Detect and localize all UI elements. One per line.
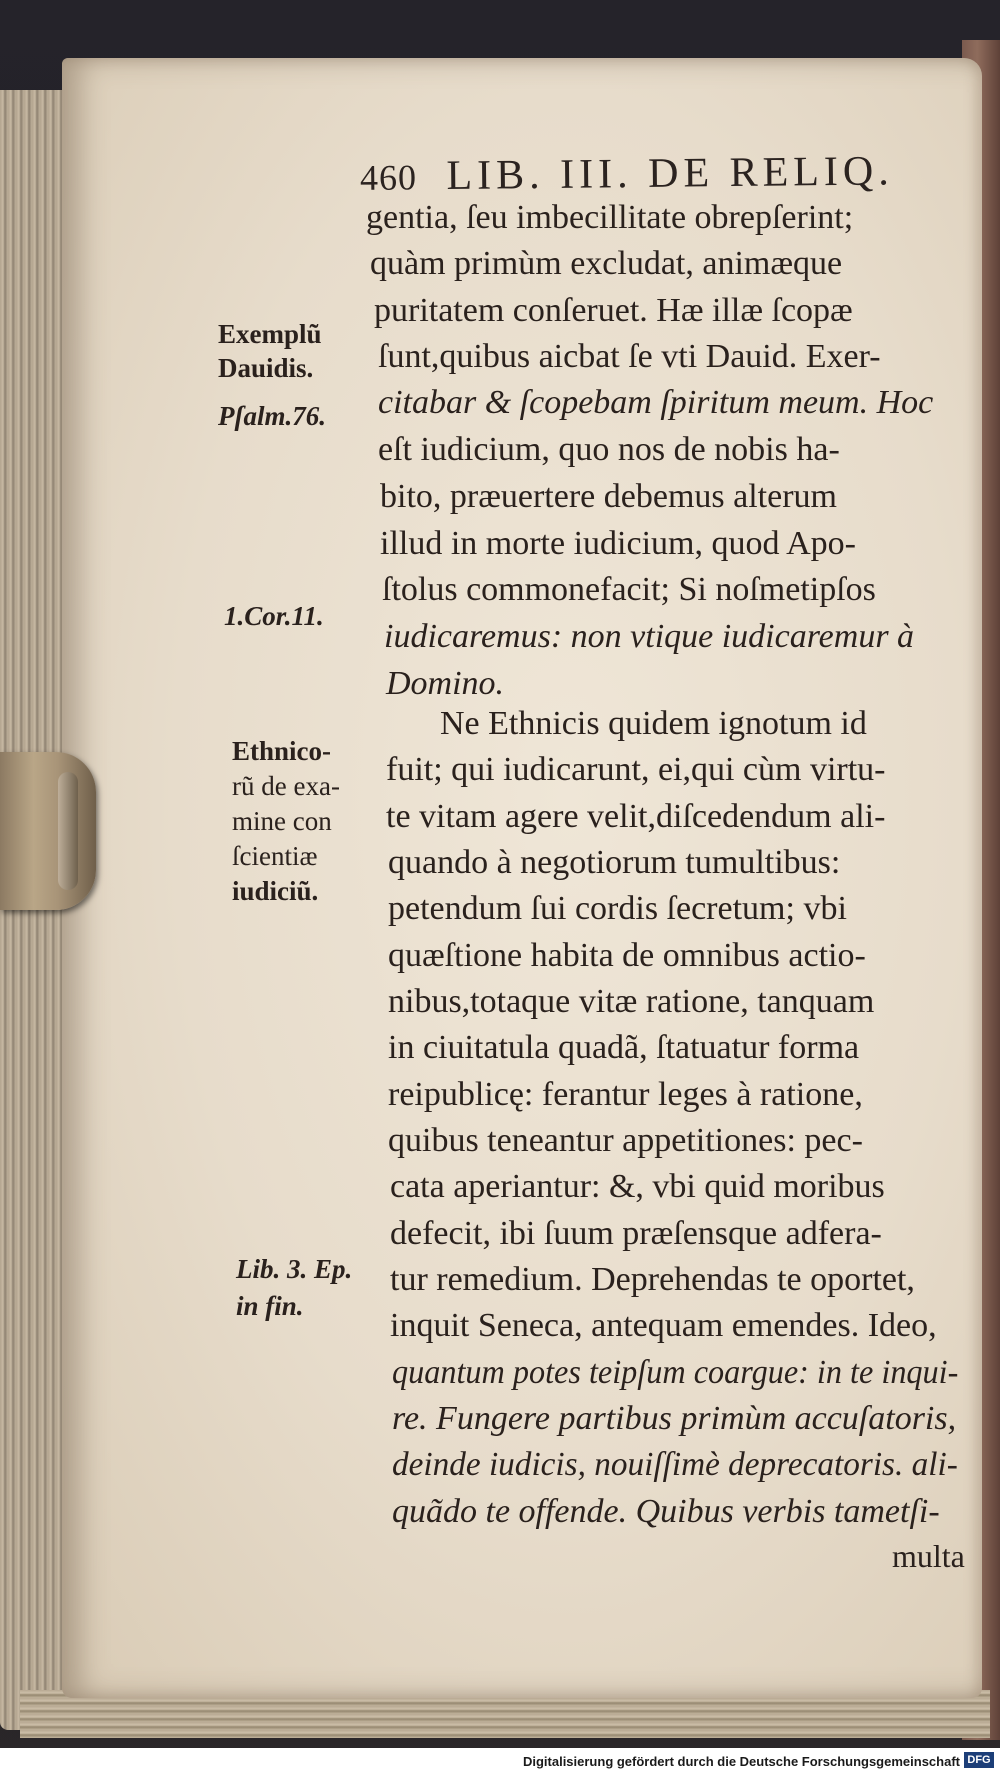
- text-line: petendum ſui cordis ſecretum; vbi: [388, 890, 847, 927]
- margin-note: rũ de exa-: [232, 771, 340, 801]
- text-line: quando à negotiorum tumultibus:: [388, 844, 841, 881]
- text-line: re. Fungere partibus primùm accuſatoris,: [392, 1400, 957, 1437]
- text-line: ſtolus commonefacit; Si noſmetipſos: [382, 571, 876, 608]
- running-head: [360, 147, 920, 201]
- catchword: multa: [892, 1538, 965, 1574]
- text-line: quibus teneantur appetitiones: pec-: [388, 1122, 863, 1159]
- text-line: quæſtione habita de omnibus actio-: [388, 937, 866, 974]
- text-line: quàm primùm excludat, animæque: [370, 245, 843, 282]
- margin-note: Dauidis.: [218, 353, 314, 383]
- text-line: in ciuitatula quadã, ſtatuatur forma: [388, 1029, 860, 1066]
- running-head-title: LIB. III. DE RELIQ.: [446, 148, 894, 200]
- page-clip: [0, 752, 96, 910]
- page-number: 460: [359, 157, 418, 198]
- text-line: Ne Ethnicis quidem ignotum id: [440, 705, 867, 742]
- text-line: quantum potes teipſum coargue: in te inqui-: [392, 1354, 959, 1391]
- text-line: quãdo te offende. Quibus verbis tametſi-: [392, 1493, 940, 1530]
- text-line: illud in morte iudicium, quod Apo-: [380, 525, 856, 562]
- margin-note: Exemplũ: [218, 319, 322, 349]
- text-line: reipublicę: ferantur leges à ratione,: [388, 1076, 863, 1113]
- dfg-logo: DFG: [964, 1752, 994, 1768]
- text-line: nibus,totaque vitæ ratione, tanquam: [388, 983, 875, 1020]
- text-line: iudicaremus: non vtique iudicaremur à: [384, 618, 915, 655]
- text-line: te vitam agere velit,diſcedendum ali-: [386, 798, 886, 835]
- margin-note: ſcientiæ: [232, 841, 318, 871]
- margin-note: 1.Cor.11.: [224, 601, 324, 631]
- text-line: tur remedium. Deprehendas te oportet,: [390, 1261, 915, 1298]
- margin-note: iudiciũ.: [232, 876, 319, 906]
- text-line: defecit, ibi ſuum præſensque adfera-: [390, 1215, 882, 1252]
- text-line: deinde iudicis, nouiſſimè deprecatoris. ali-: [392, 1446, 958, 1483]
- text-line: inquit Seneca, antequam emendes. Ideo,: [390, 1307, 937, 1344]
- margin-note: Pſalm.76.: [218, 401, 326, 431]
- text-line: citabar & ſcopebam ſpiritum meum. Hoc: [378, 384, 934, 421]
- text-line: eſt iudicium, quo nos de nobis ha-: [378, 431, 840, 468]
- text-line: cata aperiantur: &, vbi quid moribus: [390, 1168, 885, 1205]
- text-line: gentia, ſeu imbecillitate obrepſerint;: [366, 199, 854, 236]
- text-line: Domino.: [386, 665, 505, 702]
- digitization-credit: Digitalisierung gefördert durch die Deutsche Forschungsgemeinschaft: [522, 1754, 960, 1769]
- margin-note: in fin.: [236, 1291, 304, 1321]
- text-line: bito, præuertere debemus alterum: [380, 478, 837, 515]
- text-line: puritatem conſeruet. Hæ illæ ſcopæ: [374, 292, 853, 329]
- margin-note: mine con: [232, 806, 332, 836]
- margin-note: Lib. 3. Ep.: [236, 1254, 353, 1284]
- text-line: ſunt,quibus aicbat ſe vti Dauid. Exer-: [378, 338, 881, 375]
- text-line: fuit; qui iudicarunt, ei,qui cùm virtu-: [386, 751, 886, 788]
- margin-note: Ethnico-: [232, 736, 332, 766]
